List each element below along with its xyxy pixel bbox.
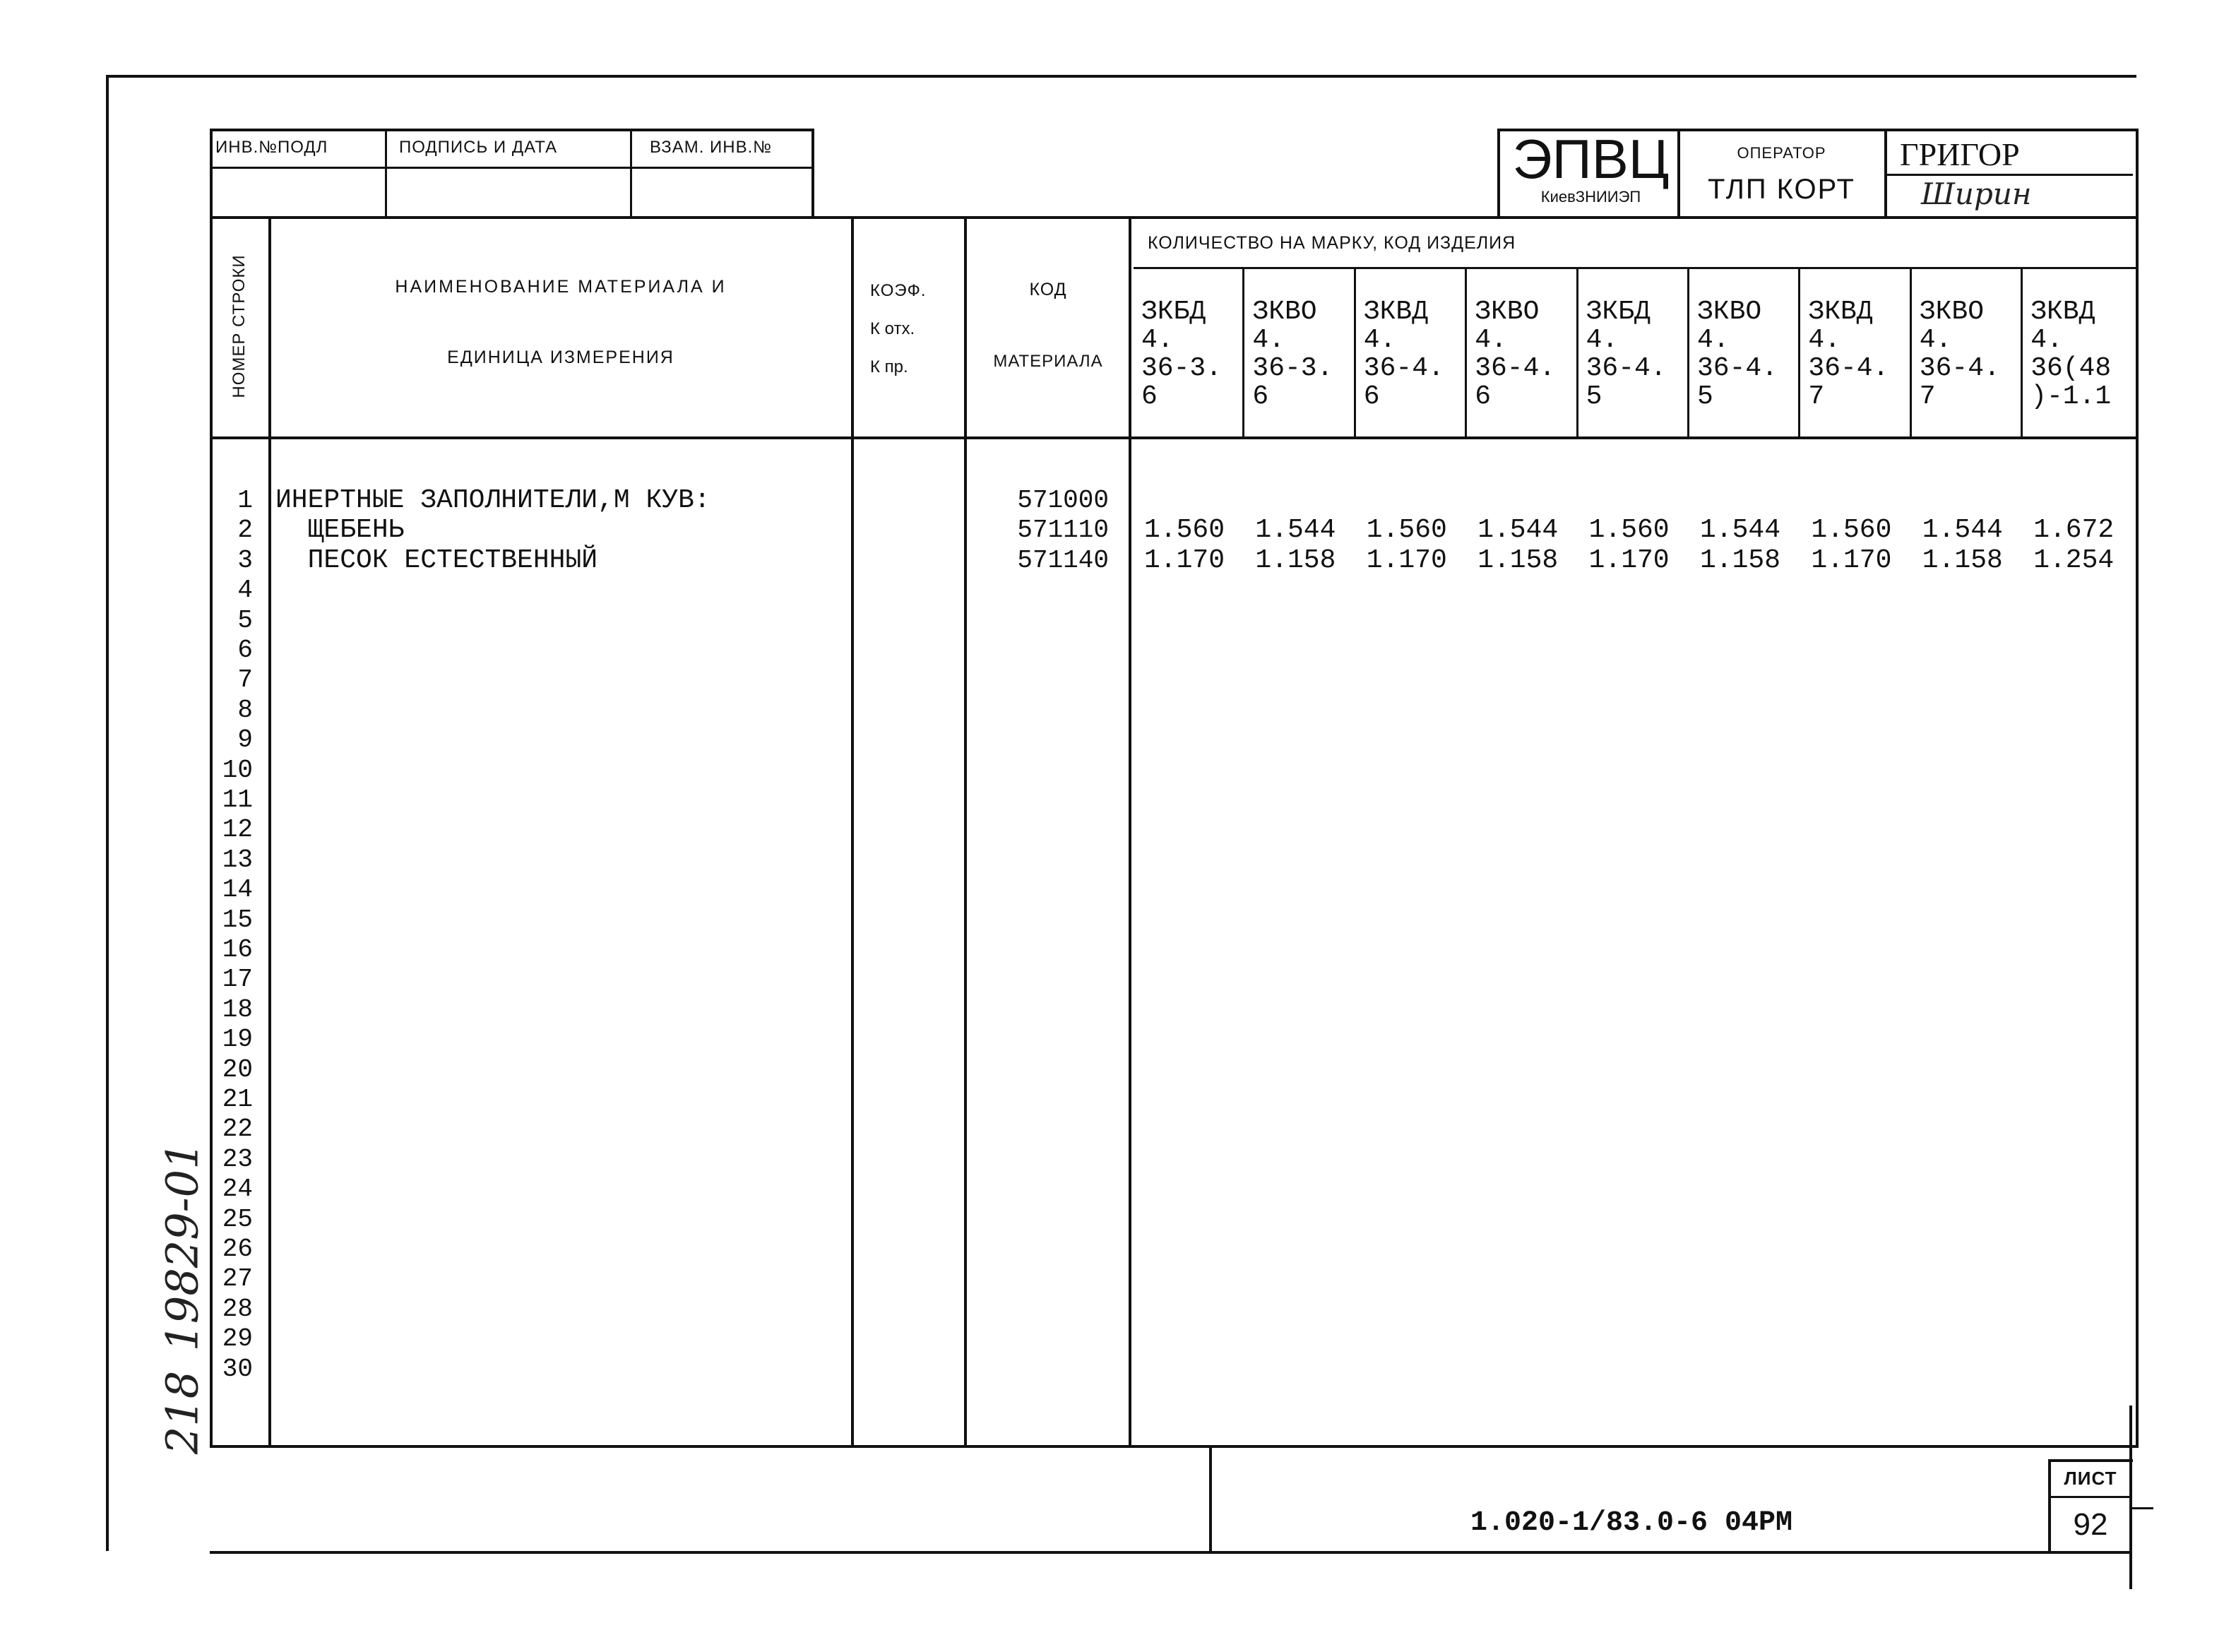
row-number: 5 [237, 605, 253, 635]
material-code: 571140 [1017, 545, 1109, 575]
vzam-inv-label: ВЗАМ. ИНВ.№ [650, 138, 773, 157]
col-divider-rownum [268, 216, 271, 1446]
row-number: 16 [222, 935, 253, 964]
row-number: 4 [237, 576, 253, 605]
row-number: 23 [222, 1144, 253, 1174]
quantity-value: 1.158 [1477, 545, 1559, 576]
quantity-col-divider [1910, 267, 1912, 438]
footer-bottom-line [210, 1551, 2132, 1554]
k-otx-header: К отх. [870, 319, 915, 338]
k-pr-header: К пр. [870, 357, 908, 376]
row-number: 17 [222, 965, 253, 994]
quantity-col-divider [1354, 267, 1356, 438]
material-name: ПЕСОК ЕСТЕСТВЕННЫЙ [275, 545, 598, 576]
row-number: 25 [222, 1204, 253, 1234]
product-code-header: ЗКБД 4. 36-4. 5 [1586, 297, 1667, 412]
frame-left-line [106, 75, 109, 1551]
quantity-value: 1.560 [1144, 515, 1225, 546]
header-bottom-line [210, 436, 2136, 439]
material-header: МАТЕРИАЛА [993, 352, 1103, 371]
quantity-value: 1.544 [1255, 515, 1336, 546]
sheet-label: ЛИСТ [2064, 1468, 2117, 1489]
koef-header: КОЭФ. [870, 281, 927, 300]
quantity-value: 1.254 [2033, 545, 2115, 576]
name-header-line1: НАИМЕНОВАНИЕ МАТЕРИАЛА И [395, 277, 727, 297]
quantity-col-divider [2021, 267, 2023, 438]
col-divider-name [851, 216, 854, 1446]
sheet-number: 92 [2073, 1507, 2108, 1542]
product-code-header: ЗКВД 4. 36(48 )-1.1 [2030, 297, 2112, 412]
org-sub: КиевЗНИИЭП [1540, 188, 1641, 206]
product-code-header: ЗКБД 4. 36-3. 6 [1141, 297, 1223, 412]
row-number: 24 [222, 1175, 253, 1204]
name-header-line2: ЕДИНИЦА ИЗМЕРЕНИЯ [447, 347, 674, 367]
quantity-value: 1.672 [2033, 515, 2115, 546]
quantity-value: 1.560 [1811, 515, 1892, 546]
quantity-value: 1.560 [1366, 515, 1447, 546]
material-code: 571110 [1017, 516, 1109, 545]
product-code-header: ЗКВД 4. 36-4. 7 [1808, 297, 1889, 412]
quantity-value: 1.170 [1366, 545, 1447, 576]
document-code: 1.020-1/83.0-6 04РМ [1470, 1507, 1793, 1539]
quantity-col-divider [1576, 267, 1578, 438]
row-number: 3 [237, 545, 253, 575]
stamp-divider [210, 167, 811, 169]
quantity-value: 1.158 [1700, 545, 1781, 576]
quantity-value: 1.158 [1922, 545, 2003, 576]
row-number: 11 [222, 785, 253, 814]
row-number-header: НОМЕР СТРОКИ [230, 254, 249, 398]
page-note: 218 [156, 1370, 208, 1455]
quantity-value: 1.170 [1588, 545, 1670, 576]
row-number: 2 [237, 516, 253, 545]
row-number: 20 [222, 1054, 253, 1084]
row-number: 1 [237, 486, 253, 515]
product-code-header: ЗКВО 4. 36-4. 5 [1697, 297, 1778, 412]
product-code-header: ЗКВО 4. 36-4. 7 [1919, 297, 2000, 412]
stamp-divider [630, 129, 632, 216]
row-number: 15 [222, 905, 253, 934]
product-code-header: ЗКВО 4. 36-4. 6 [1475, 297, 1556, 412]
row-number: 10 [222, 755, 253, 785]
row-number: 18 [222, 994, 253, 1024]
quantity-header: КОЛИЧЕСТВО НА МАРКУ, КОД ИЗДЕЛИЯ [1148, 233, 1516, 253]
stamp-divider [385, 129, 387, 216]
podpis-data-label: ПОДПИСЬ И ДАТА [399, 138, 558, 157]
row-number: 28 [222, 1294, 253, 1324]
row-number: 22 [222, 1115, 253, 1144]
signature: Ширин [1921, 177, 2032, 211]
quantity-col-divider [1687, 267, 1689, 438]
col-divider-koef [964, 216, 967, 1446]
org-divider [1884, 174, 2133, 176]
material-code: 571000 [1017, 486, 1109, 515]
row-number: 21 [222, 1085, 253, 1114]
row-number: 12 [222, 815, 253, 845]
material-name: ИНЕРТНЫЕ ЗАПОЛНИТЕЛИ,М КУВ: [275, 485, 710, 516]
quantity-value: 1.544 [1922, 515, 2003, 546]
quantity-col-divider [1242, 267, 1244, 438]
product-code-header: ЗКВД 4. 36-4. 6 [1363, 297, 1444, 412]
body-bottom-line [210, 1445, 2136, 1448]
row-number: 29 [222, 1324, 253, 1354]
row-number: 26 [222, 1235, 253, 1264]
row-number: 27 [222, 1264, 253, 1294]
org-name: ЭПВЦ [1512, 128, 1670, 190]
person-name: ГРИГОР [1900, 136, 2020, 172]
material-name: ЩЕБЕНЬ [275, 515, 405, 546]
inv-podl-label: ИНВ.№ПОДЛ [215, 138, 328, 157]
quantity-value: 1.544 [1477, 515, 1559, 546]
row-number: 19 [222, 1025, 253, 1054]
quantity-value: 1.170 [1811, 545, 1892, 576]
quantity-value: 1.158 [1255, 545, 1336, 576]
frame-top-line [106, 75, 2136, 78]
operator-label: ОПЕРАТОР [1737, 144, 1826, 162]
code-header: КОД [1029, 280, 1067, 299]
org-divider [1677, 129, 1680, 216]
row-number: 8 [237, 695, 253, 725]
row-number: 9 [237, 725, 253, 755]
footer-divider [1209, 1445, 1212, 1554]
quantity-value: 1.544 [1700, 515, 1781, 546]
quantity-col-divider [1465, 267, 1467, 438]
row-number: 30 [222, 1354, 253, 1384]
quantity-value: 1.170 [1144, 545, 1225, 576]
row-number: 13 [222, 845, 253, 874]
row-number: 6 [237, 636, 253, 665]
operator-value: ТЛП КОРТ [1708, 174, 1855, 205]
quantity-header-line [1134, 267, 2136, 269]
product-code-header: ЗКВО 4. 36-3. 6 [1252, 297, 1333, 412]
footer-tick [2132, 1507, 2153, 1509]
quantity-value: 1.560 [1588, 515, 1670, 546]
quantity-col-divider [1798, 267, 1800, 438]
row-number: 14 [222, 875, 253, 905]
org-divider [1884, 129, 1887, 216]
col-divider-code [1129, 216, 1131, 1446]
row-number: 7 [237, 665, 253, 695]
sheet-box-divider [2048, 1496, 2130, 1498]
inventory-note: 19829-01 [156, 1141, 208, 1352]
